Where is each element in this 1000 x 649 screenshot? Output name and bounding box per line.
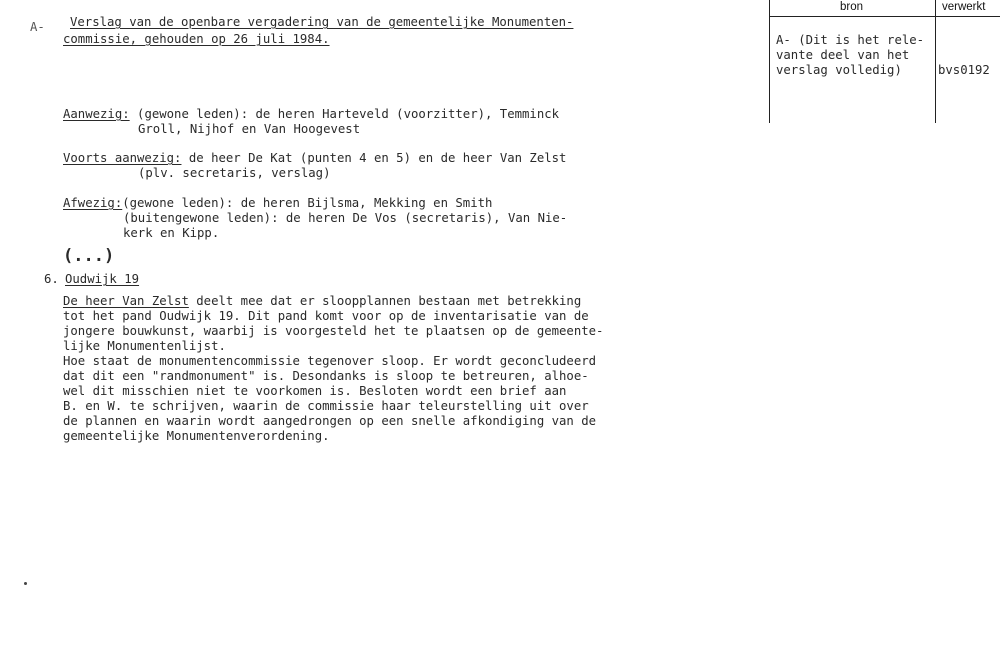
verwerkt-value: bvs0192 bbox=[938, 63, 990, 77]
item-body-line: dat dit een "randmonument" is. Desondanks is sloop te betreuren, alhoe- bbox=[63, 369, 589, 383]
item-body-line: B. en W. te schrijven, waarin de commissie haar teleurstelling uit over bbox=[63, 399, 589, 413]
aanwezig-label: Aanwezig: bbox=[63, 107, 130, 121]
afwezig-line-3: kerk en Kipp. bbox=[123, 226, 220, 240]
item-body-line: jongere bouwkunst, waarbij is voorgesteld het te plaatsen op de gemeente- bbox=[63, 324, 604, 338]
column-header-verwerkt: verwerkt bbox=[942, 1, 986, 13]
source-box-header-rule bbox=[769, 16, 1000, 17]
bron-line-3: verslag volledig) bbox=[776, 63, 902, 77]
bron-line-1: A- (Dit is het rele- bbox=[776, 33, 925, 47]
item-body-line-1 bbox=[63, 294, 581, 310]
item-body-line-1-text: deelt mee dat er sloopplannen bestaan met betrekking bbox=[188, 294, 582, 308]
document-title-line-2: commissie, gehouden op 26 juli 1984. bbox=[63, 32, 330, 46]
item-body-line: gemeentelijke Monumentenverordening. bbox=[63, 429, 330, 443]
aanwezig-line-2: Groll, Nijhof en Van Hoogevest bbox=[138, 122, 361, 136]
item-body-line: Hoe staat de monumentencommissie tegenover sloop. Er wordt geconcludeerd bbox=[63, 354, 597, 368]
omission-ellipsis: (...) bbox=[63, 246, 115, 266]
voorts-aanwezig-line-2: (plv. secretaris, verslag) bbox=[138, 166, 331, 180]
item-heading: Oudwijk 19 bbox=[65, 272, 140, 286]
scan-speck bbox=[24, 582, 27, 585]
source-box-divider bbox=[935, 0, 936, 123]
column-header-bron: bron bbox=[840, 1, 864, 13]
item-body-line: lijke Monumentenlijst. bbox=[63, 339, 226, 353]
item-body-line: tot het pand Oudwijk 19. Dit pand komt voor op de inventarisatie van de bbox=[63, 309, 589, 323]
afwezig-text: (gewone leden): de heren Bijlsma, Mekking en Smith bbox=[122, 196, 493, 210]
afwezig-label: Afwezig: bbox=[63, 196, 123, 210]
aanwezig-text: (gewone leden): de heren Harteveld (voorzitter), Temminck bbox=[129, 107, 560, 121]
speaker-name: De heer Van Zelst bbox=[63, 294, 189, 308]
document-title-line-1: Verslag van de openbare vergadering van de gemeentelijke Monumenten- bbox=[70, 15, 574, 29]
source-box-left-border bbox=[769, 0, 770, 123]
voorts-aanwezig-line-1 bbox=[63, 151, 566, 167]
item-body-line: wel dit misschien niet te voorkomen is. Besloten wordt een brief aan bbox=[63, 384, 567, 398]
afwezig-line-1 bbox=[63, 196, 492, 212]
afwezig-line-2: (buitengewone leden): de heren De Vos (secretaris), Van Nie- bbox=[123, 211, 568, 225]
aanwezig-line-1 bbox=[63, 107, 559, 123]
voorts-aanwezig-label: Voorts aanwezig: bbox=[63, 151, 182, 165]
margin-marker: A- bbox=[30, 20, 45, 34]
bron-line-2: vante deel van het bbox=[776, 48, 910, 62]
voorts-aanwezig-text: de heer De Kat (punten 4 en 5) en de heer Van Zelst bbox=[181, 151, 567, 165]
item-number: 6. bbox=[44, 272, 59, 286]
item-body-line: de plannen en waarin wordt aangedrongen op een snelle afkondiging van de bbox=[63, 414, 597, 428]
